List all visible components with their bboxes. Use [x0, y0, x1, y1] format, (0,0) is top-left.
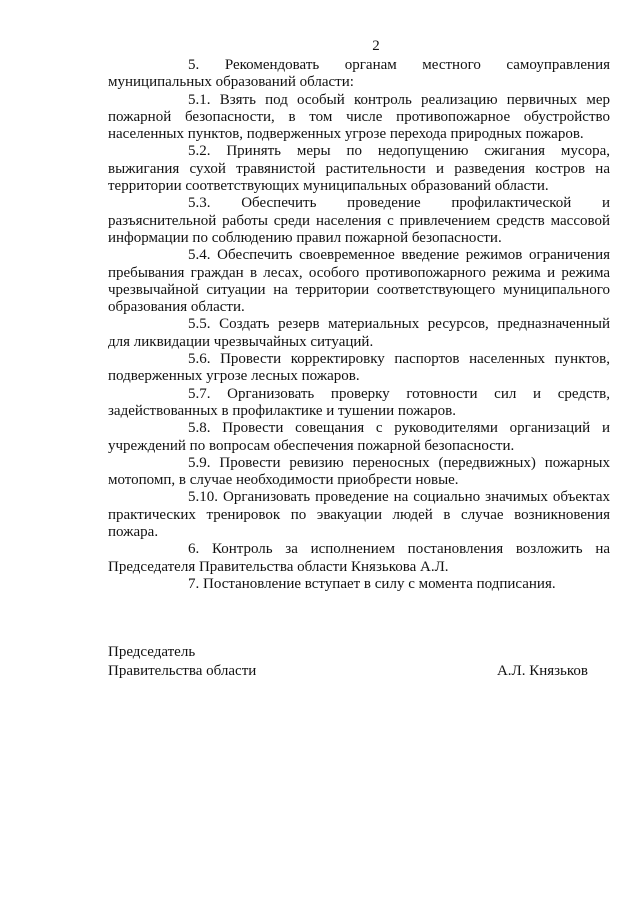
signatory-title-line2: Правительства области [108, 663, 257, 679]
signatory-title-line1: Председатель [108, 644, 196, 660]
paragraph-6 [108, 541, 610, 576]
paragraph-5-10 [108, 489, 610, 541]
document-body [108, 57, 610, 593]
paragraph-text: Обеспечить проведение профилактической и разъяснительной работы среди населения с привлечением средств массовой информации по соблюдению правил пожарной безопасности. [108, 195, 610, 246]
paragraph-5-1 [108, 92, 610, 144]
paragraph-5-2 [108, 143, 610, 195]
paragraph-text: Постановление вступает в силу с момента подписания. [203, 575, 556, 592]
paragraph-number: 5.5. [188, 316, 211, 333]
paragraph-5-4 [108, 247, 610, 316]
paragraph-number: 5.2. [188, 143, 211, 160]
page-number: 2 [372, 38, 380, 54]
signature-block [108, 643, 588, 681]
paragraph-text: Контроль за исполнением постановления возложить на Председателя Правительства области Князькова А.Л. [108, 541, 611, 575]
paragraph-text: Принять меры по недопущению сжигания мусора, выжигания сухой травянистой растительности и разведения костров на территории соответствующих муниципальных образований области. [108, 143, 610, 195]
paragraph-text: Организовать проведение на социально значимых объектах практических тренировок по эвакуации людей в случае возникновения пожара. [108, 489, 610, 541]
paragraph-5-5 [108, 316, 610, 351]
paragraph-number: 5.1. [188, 91, 211, 108]
paragraph-number: 6. [188, 541, 200, 558]
paragraph-number: 5.10. [188, 489, 218, 506]
paragraph-text: Провести корректировку паспортов населенных пунктов, подверженных угрозе лесных пожаров. [108, 351, 610, 385]
paragraph-5-7 [108, 386, 610, 421]
paragraph-text: Обеспечить своевременное введение режимов ограничения пребывания граждан в лесах, особого противопожарного режима и режима чрезвычайной ситуации на территории соответствующего муниципального образования области. [108, 247, 611, 316]
paragraph-number: 5.4. [188, 247, 211, 264]
paragraph-text: Создать резерв материальных ресурсов, предназначенный для ликвидации чрезвычайных ситуаций. [108, 316, 611, 350]
paragraph-7 [108, 576, 610, 593]
paragraph-number: 5.9. [188, 454, 211, 471]
paragraph-text: Провести ревизию переносных (передвижных) пожарных мотопомп, в случае необходимости приобрести новые. [108, 454, 610, 489]
paragraph-text: Организовать проверку готовности сил и средств, задействованных в профилактике и тушении пожаров. [108, 385, 610, 419]
paragraph-5-9 [108, 455, 610, 490]
paragraph-5-3 [108, 195, 610, 247]
signatory-name: А.Л. Князьков [496, 663, 588, 679]
paragraph-text: Рекомендовать органам местного самоуправления муниципальных образований области: [108, 57, 610, 91]
paragraph-number: 5.8. [188, 420, 211, 437]
paragraph-number: 5. [188, 57, 200, 73]
signature-row [108, 662, 588, 681]
paragraph-number: 5.7. [188, 385, 211, 402]
paragraph-text: Взять под особый контроль реализацию первичных мер пожарной безопасности, в том числе противопожарное обустройство населенных пунктов, подверженных угрозе перехода природных пожаров. [108, 91, 610, 143]
paragraph-5 [108, 57, 610, 92]
paragraph-number: 5.6. [188, 351, 211, 368]
paragraph-text: Провести совещания с руководителями организаций и учреждений по вопросам обеспечения пожарной безопасности. [108, 420, 610, 454]
paragraph-number: 7. [188, 575, 200, 592]
paragraph-number: 5.3. [188, 195, 211, 212]
paragraph-5-6 [108, 351, 610, 386]
paragraph-5-8 [108, 420, 610, 455]
